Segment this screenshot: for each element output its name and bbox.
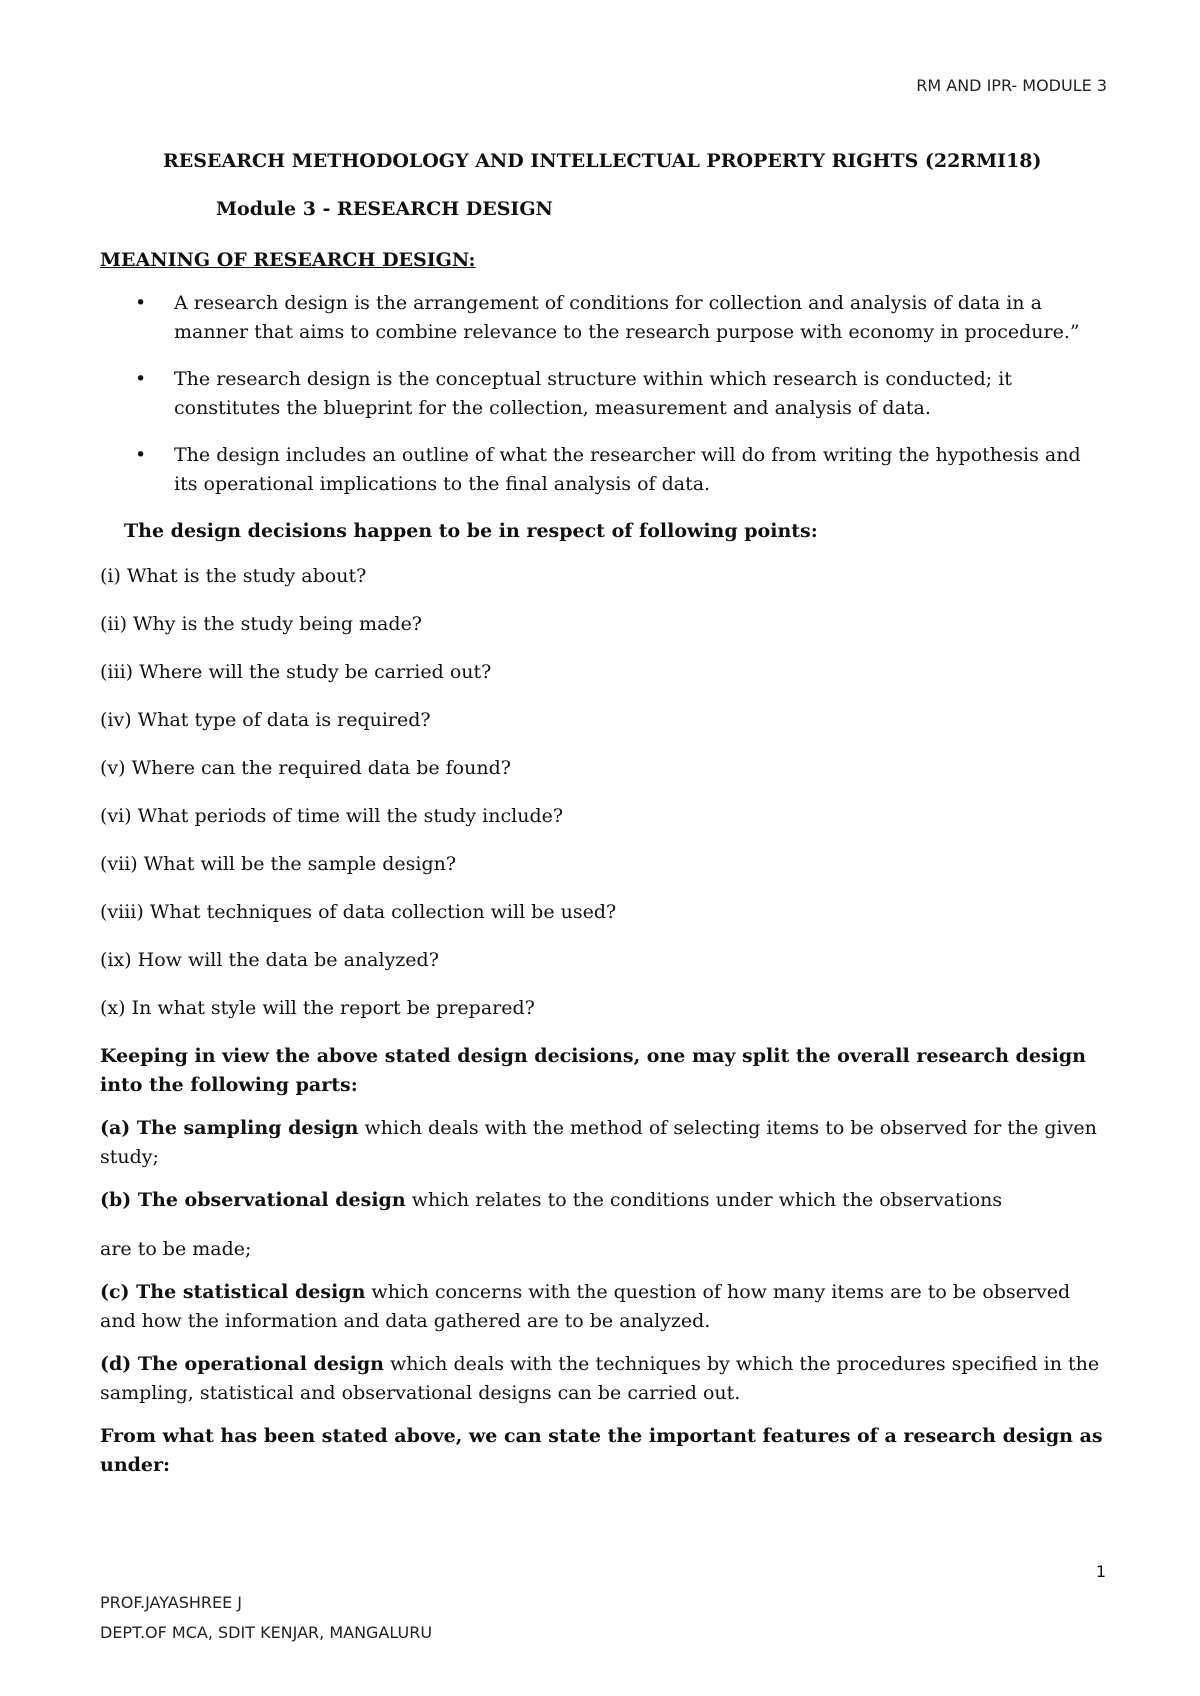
part-paragraph — [100, 1278, 1110, 1336]
question-item: (v) Where can the required data be found? — [100, 757, 511, 779]
running-header: RM AND IPR- MODULE 3 — [916, 76, 1107, 95]
module-title: Module 3 - RESEARCH DESIGN — [216, 198, 553, 220]
question-item: (i) What is the study about? — [100, 565, 367, 587]
part-paragraph — [100, 1114, 1110, 1172]
part-text: which concerns with the question of how many items are to be observed and how the information and data gathered are to be analyzed. — [100, 1281, 1071, 1332]
bullet-text: The research design is the conceptual structure within which research is conducted; it constitutes the blueprint for the collection, measurement and analysis of data. — [174, 368, 1012, 419]
footer — [100, 1588, 432, 1648]
bullet-text: A research design is the arrangement of conditions for collection and analysis of data in a manner that aims to combine relevance to the research purpose with economy in procedure.” — [174, 292, 1080, 343]
question-list — [100, 562, 1110, 1023]
bullet-icon: • — [135, 444, 147, 466]
document-body — [100, 246, 1110, 1494]
section-heading: MEANING OF RESEARCH DESIGN: — [100, 249, 476, 271]
footer-department: DEPT.OF MCA, SDIT KENJAR, MANGALURU — [100, 1623, 433, 1642]
part-label: (b) The observational design — [100, 1189, 406, 1211]
part-label: (c) The statistical design — [100, 1281, 366, 1303]
part-text: which deals with the techniques by which the procedures specified in the sampling, statistical and observational designs can be carried out. — [100, 1353, 1100, 1404]
features-heading: From what has been stated above, we can state the important features of a research design as under: — [100, 1425, 1103, 1476]
split-heading: Keeping in view the above stated design decisions, one may split the overall research design into the following parts: — [100, 1045, 1086, 1096]
question-item: (vi) What periods of time will the study include? — [100, 805, 564, 827]
part-paragraph — [100, 1186, 1110, 1215]
part-paragraph — [100, 1350, 1110, 1408]
question-item: (iv) What type of data is required? — [100, 709, 431, 731]
part-paragraph — [100, 1235, 1110, 1264]
part-text: are to be made; — [100, 1238, 252, 1260]
bullet-list — [100, 289, 1110, 499]
question-item: (viii) What techniques of data collection will be used? — [100, 901, 617, 923]
part-label: (d) The operational design — [100, 1353, 384, 1375]
part-text: which relates to the conditions under which the observations — [405, 1189, 1003, 1211]
bullet-item — [100, 441, 1110, 499]
points-heading: The design decisions happen to be in respect of following points: — [124, 520, 818, 542]
bullet-text: The design includes an outline of what the researcher will do from writing the hypothesis and its operational implications to the final analysis of data. — [174, 444, 1081, 495]
question-item: (x) In what style will the report be prepared? — [100, 997, 535, 1019]
part-text: which deals with the method of selecting items to be observed for the given study; — [100, 1117, 1097, 1168]
question-item: (iii) Where will the study be carried out? — [100, 661, 492, 683]
footer-author: PROF.JAYASHREE J — [100, 1593, 243, 1612]
document-title: RESEARCH METHODOLOGY AND INTELLECTUAL PROPERTY RIGHTS (22RMI18) — [163, 150, 1042, 172]
page-number: 1 — [1095, 1562, 1106, 1581]
question-item: (vii) What will be the sample design? — [100, 853, 457, 875]
bullet-icon: • — [135, 292, 147, 314]
bullet-item — [100, 289, 1110, 347]
bullet-icon: • — [135, 368, 147, 390]
part-label: (a) The sampling design — [100, 1117, 359, 1139]
question-item: (ix) How will the data be analyzed? — [100, 949, 439, 971]
bullet-item — [100, 365, 1110, 423]
question-item: (ii) Why is the study being made? — [100, 613, 422, 635]
